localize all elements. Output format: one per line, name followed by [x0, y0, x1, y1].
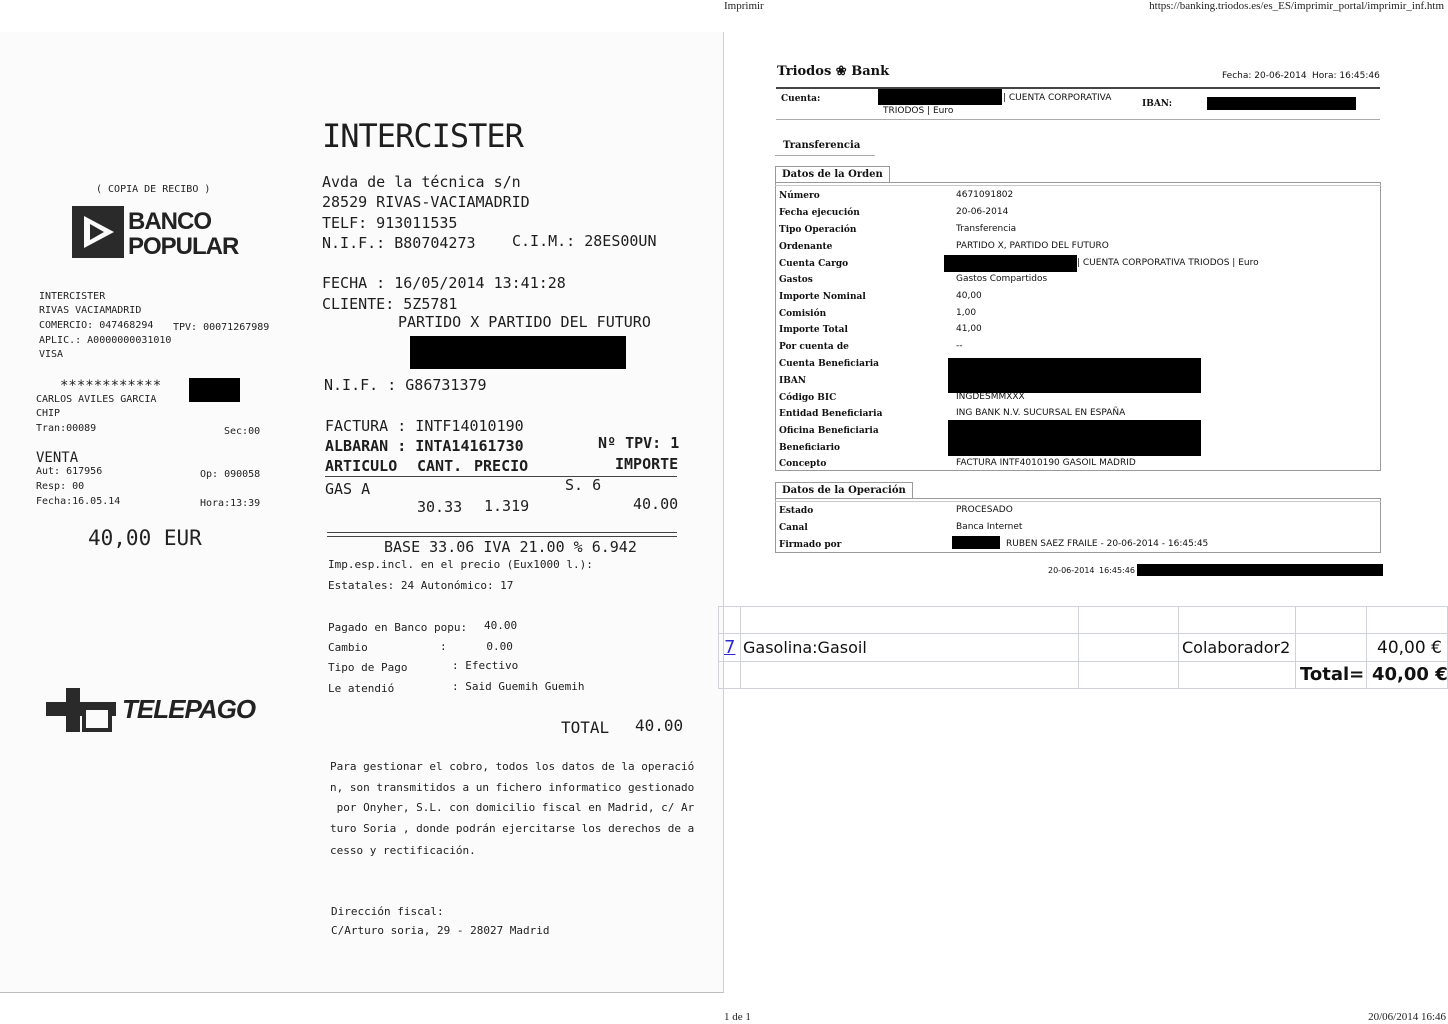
total-value-cell[interactable]: 40,00 €	[1372, 664, 1448, 685]
ticket-rule	[327, 536, 677, 537]
bank-name-line2: POPULAR	[128, 233, 239, 260]
paid-value: 40.00	[484, 619, 518, 632]
por-cuenta-label: Por cuenta de	[779, 342, 849, 352]
importe-total-value: 41,00	[956, 324, 982, 334]
importe-total-label: Importe Total	[779, 325, 848, 335]
item-name: GAS A	[325, 480, 371, 498]
cuenta-beneficiaria-label: Cuenta Beneficiaria	[779, 359, 879, 369]
fecha-ejecucion-label: Fecha ejecución	[779, 208, 860, 218]
comercio-code: COMERCIO: 047468294	[39, 320, 154, 331]
print-time: Hora: 16:45:46	[1312, 71, 1380, 81]
print-header-url[interactable]: https://banking.triodos.es/es_ES/imprimir_portal/imprimir_inf.htm	[1149, 0, 1444, 12]
print-header-label: Imprimir	[724, 0, 764, 12]
telepago-text: TELEPAGO	[122, 694, 256, 724]
redaction	[948, 358, 1201, 393]
col-precio: PRECIO	[474, 457, 529, 475]
change-label: Cambio	[328, 641, 368, 654]
ticket-phone: TELF: 913011535	[322, 214, 458, 232]
ordenante-value: PARTIDO X, PARTIDO DEL FUTURO	[956, 241, 1109, 251]
header-rule	[776, 119, 1380, 120]
card-number-mask: ************	[60, 378, 162, 394]
cuenta-cargo-label: Cuenta Cargo	[779, 259, 849, 269]
canal-value: Banca Internet	[956, 522, 1023, 532]
row-link[interactable]: 7	[724, 637, 736, 658]
resp-code: Resp: 00	[36, 481, 85, 492]
attended-value: : Said Guemih Guemih	[452, 680, 585, 693]
redaction	[189, 378, 240, 402]
account-desc-line2: TRIODOS | Euro	[883, 106, 954, 116]
canal-label: Canal	[779, 523, 808, 533]
bank-name-line1: BANCO	[128, 208, 211, 235]
redaction	[952, 536, 1000, 549]
grid-line	[1366, 606, 1367, 689]
grid-line	[718, 661, 1448, 662]
merchant-town: RIVAS VACIAMADRID	[39, 305, 142, 316]
ticket-rule	[327, 532, 677, 533]
fiscal-address: C/Arturo soria, 29 - 28027 Madrid	[331, 924, 550, 937]
redaction	[1137, 564, 1383, 576]
codigo-bic-value: INGDESMMXXX	[956, 392, 1025, 402]
item-amount: 40.00	[633, 495, 679, 513]
ticket-address2: 28529 RIVAS-VACIAMADRID	[322, 193, 530, 211]
estado-value: PROCESADO	[956, 505, 1013, 515]
card-brand: VISA	[39, 349, 64, 360]
col-cant: CANT.	[417, 457, 463, 475]
gastos-label: Gastos	[779, 275, 813, 285]
print-footer-datetime: 20/06/2014 16:46	[1368, 1011, 1446, 1023]
account-desc-line1: | CUENTA CORPORATIVA	[1003, 93, 1112, 103]
gastos-value: Gastos Compartidos	[956, 274, 1048, 284]
auth-code: Aut: 617956	[36, 466, 103, 477]
merchant-name: INTERCISTER	[39, 291, 106, 302]
fiscal-label: Dirección fiscal:	[331, 905, 444, 918]
oficina-beneficiaria-label: Oficina Beneficiaria	[779, 426, 879, 436]
redaction	[948, 420, 1201, 456]
grid-line	[718, 606, 1448, 607]
redaction	[878, 89, 1002, 105]
iban-beneficiario-label: IBAN	[779, 376, 807, 386]
col-importe: IMPORTE	[615, 455, 679, 473]
stamp-date: 20-06-2014	[1048, 566, 1095, 575]
amount-cell[interactable]: 40,00 €	[1377, 638, 1442, 658]
grid-line	[1295, 606, 1296, 689]
card-amount: 40,00 EUR	[88, 526, 202, 550]
comision-value: 1,00	[956, 308, 977, 318]
chip-label: CHIP	[36, 408, 61, 419]
operation-data-tab[interactable]: Datos de la Operación	[775, 482, 913, 498]
grid-line	[740, 606, 741, 689]
legal-text-line3: por Onyher, S.L. con domicilio fiscal en Madrid, c/ Ar	[330, 801, 695, 814]
box-rule	[775, 185, 1381, 186]
payment-type-value: : Efectivo	[452, 659, 519, 672]
ticket-address1: Avda de la técnica s/n	[322, 173, 521, 191]
ticket-client: CLIENTE: 5Z5781	[322, 295, 458, 313]
ticket-albaran: ALBARAN : INTA14161730	[325, 437, 524, 455]
title-underline	[775, 155, 875, 156]
transfer-title: Transferencia	[783, 140, 861, 151]
comision-label: Comisión	[779, 309, 827, 319]
concepto-label: Concepto	[779, 459, 827, 469]
tran-number: Tran:00089	[36, 423, 97, 434]
grid-line	[1078, 606, 1079, 689]
box-rule	[775, 501, 1381, 502]
tax-base-line: BASE 33.06 IVA 21.00 % 6.942	[384, 538, 637, 556]
legal-text-line5: cesso y rectificación.	[330, 844, 476, 857]
tpv-code: TPV: 00071267989	[173, 322, 270, 333]
codigo-bic-label: Código BIC	[779, 393, 837, 403]
grid-line	[1178, 606, 1179, 689]
change-value: : 0.00	[440, 640, 513, 653]
redaction	[944, 255, 1077, 272]
card-holder: CARLOS AVILES GARCIA	[36, 394, 157, 405]
category-cell[interactable]: Gasolina:Gasoil	[743, 638, 867, 657]
fecha-ejecucion-value: 20-06-2014	[956, 207, 1009, 217]
ticket-client-name: PARTIDO X PARTIDO DEL FUTURO	[398, 313, 651, 331]
cuenta-cargo-value: | CUENTA CORPORATIVA TRIODOS | Euro	[1077, 258, 1259, 268]
tax-note1: Imp.esp.incl. en el precio (Eux1000 l.):	[328, 558, 593, 571]
grid-line	[718, 633, 1448, 634]
ordenante-label: Ordenante	[779, 242, 833, 252]
item-quantity: 30.33	[417, 498, 463, 516]
por-cuenta-value: --	[956, 341, 963, 351]
op-code: Op: 090058	[200, 469, 261, 480]
redaction	[1207, 97, 1356, 110]
item-price: 1.319	[484, 497, 530, 515]
tipo-operacion-label: Tipo Operación	[779, 225, 857, 235]
card-time: Hora:13:39	[200, 498, 261, 509]
total-label: TOTAL	[561, 718, 610, 737]
legal-text-line1: Para gestionar el cobro, todos los datos de la operació	[330, 760, 695, 773]
col-articulo: ARTICULO	[325, 457, 398, 475]
total-label-cell[interactable]: Total=	[1300, 664, 1365, 685]
paid-label: Pagado en Banco popu:	[328, 621, 468, 634]
ticket-cim: C.I.M.: 28ES00UN	[512, 232, 657, 250]
copy-label: ( COPIA DE RECIBO )	[96, 184, 211, 195]
iban-label: IBAN:	[1142, 99, 1173, 109]
redaction	[410, 336, 626, 369]
numero-label: Número	[779, 191, 820, 201]
telepago-logo-icon	[44, 682, 120, 738]
firmado-value: RUBEN SAEZ FRAILE - 20-06-2014 - 16:45:45	[1006, 539, 1209, 549]
importe-nominal-label: Importe Nominal	[779, 292, 866, 302]
ticket-title: INTERCISTER	[322, 117, 523, 155]
transaction-type: VENTA	[36, 450, 79, 466]
aplic-code: APLIC.: A0000000031010	[39, 335, 172, 346]
entidad-beneficiaria-value: ING BANK N.V. SUCURSAL EN ESPAÑA	[956, 408, 1126, 418]
tipo-operacion-value: Transferencia	[956, 224, 1017, 234]
payment-type-label: Tipo de Pago	[328, 661, 408, 674]
item-code: S. 6	[565, 476, 602, 494]
ticket-rule	[325, 476, 677, 477]
estado-label: Estado	[779, 506, 814, 516]
ticket-nif: N.I.F.: B80704273	[322, 234, 476, 252]
attended-label: Le atendió	[328, 682, 395, 695]
print-footer-page: 1 de 1	[724, 1011, 751, 1023]
ticket-client-nif: N.I.F. : G86731379	[324, 376, 487, 394]
firmado-label: Firmado por	[779, 540, 842, 550]
concepto-value: FACTURA INTF4010190 GASOIL MADRID	[956, 458, 1136, 468]
ticket-invoice: FACTURA : INTF14010190	[325, 417, 524, 435]
sec-number: Sec:00	[224, 426, 261, 437]
entidad-beneficiaria-label: Entidad Beneficiaria	[779, 409, 883, 419]
numero-value: 4671091802	[956, 190, 1014, 200]
card-date: Fecha:16.05.14	[36, 496, 121, 507]
order-data-tab[interactable]: Datos de la Orden	[775, 166, 890, 182]
triodos-logo: Triodos ❀ Bank	[777, 64, 890, 79]
importe-nominal-value: 40,00	[956, 291, 982, 301]
banco-popular-logo-icon	[70, 204, 126, 260]
beneficiario-label: Beneficiario	[779, 443, 841, 453]
ticket-tpv: Nº TPV: 1	[598, 434, 680, 452]
legal-text-line2: n, son transmitidos a un fichero informatico gestionado	[330, 781, 695, 794]
header-rule	[776, 87, 1380, 89]
total-value: 40.00	[635, 716, 684, 735]
account-label: Cuenta:	[781, 94, 821, 104]
print-date: Fecha: 20-06-2014	[1222, 71, 1307, 81]
grid-line	[718, 688, 1448, 689]
grid-line	[718, 606, 719, 689]
ticket-date: FECHA : 16/05/2014 13:41:28	[322, 274, 566, 292]
legal-text-line4: turo Soria , donde podrán ejercitarse los derechos de a	[330, 822, 695, 835]
stamp-time: 16:45:46	[1099, 566, 1135, 575]
collaborator-cell[interactable]: Colaborador2	[1182, 638, 1291, 657]
tax-note2: Estatales: 24 Autonómico: 17	[328, 579, 514, 592]
